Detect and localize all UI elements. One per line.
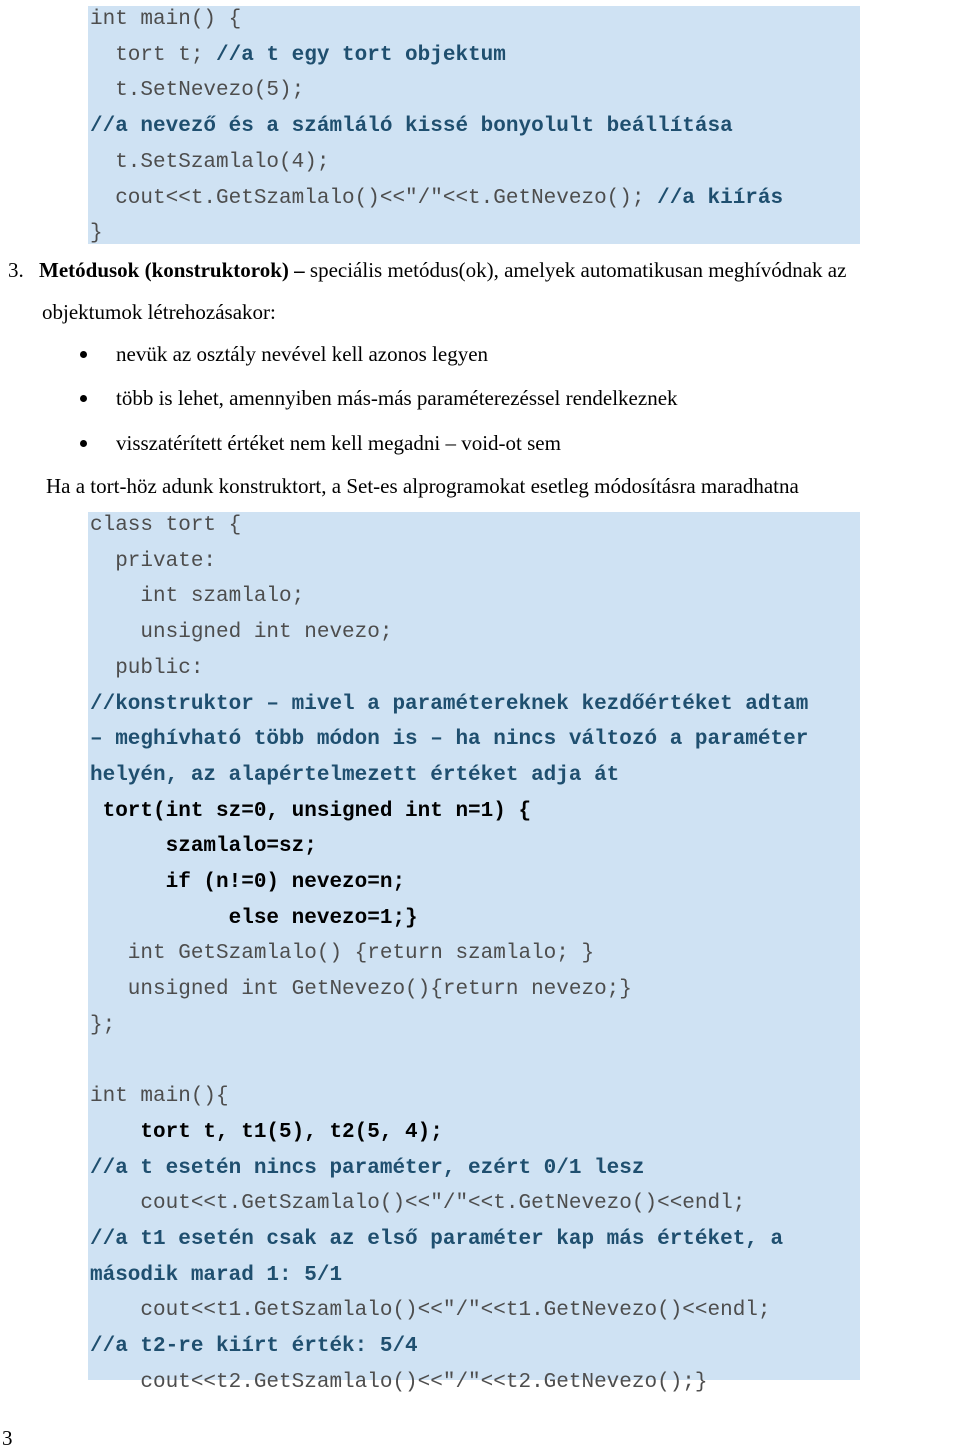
- code-line: int GetSzamlalo() {return szamlalo; }: [90, 942, 595, 966]
- section-number: 3.: [8, 258, 24, 282]
- code-block-main-1-text: [90, 2, 783, 252]
- section-note: Ha a tort-höz adunk konstruktort, a Set-es alprogramokat esetleg módosításra maradhatna: [46, 474, 799, 498]
- code-line: tort t; //a t egy tort objektum: [90, 43, 506, 67]
- code-line: t.SetSzamlalo(4);: [90, 150, 330, 174]
- code-line: }: [90, 222, 103, 246]
- code-comment: //konstruktor – mivel a paramétereknek kezdőértéket adtam: [90, 692, 809, 716]
- code-line: public:: [90, 656, 204, 680]
- code-line: int main() {: [90, 8, 242, 31]
- code-line: tort t, t1(5), t2(5, 4);: [90, 1120, 443, 1144]
- page-number: 3: [2, 1426, 13, 1450]
- code-line: cout<<t.GetSzamlalo()<<"/"<<t.GetNevezo(); //a kiírás: [90, 186, 784, 210]
- code-line: tort(int sz=0, unsigned int n=1) {: [90, 799, 532, 823]
- code-line: t.SetNevezo(5);: [90, 79, 305, 103]
- code-line: cout<<t1.GetSzamlalo()<<"/"<<t1.GetNevezo()<<endl;: [90, 1299, 771, 1323]
- code-comment: második marad 1: 5/1: [90, 1263, 343, 1287]
- code-comment: – meghívható több módon is – ha nincs változó a paraméter: [90, 728, 809, 752]
- code-line: unsigned int GetNevezo(){return nevezo;}: [90, 978, 632, 1002]
- section-heading-line: [8, 258, 846, 283]
- bullet-icon: [80, 351, 87, 358]
- code-block-class-text: [90, 508, 808, 1401]
- bullet-item: nevük az osztály nevével kell azonos legyen: [116, 342, 489, 366]
- code-comment: helyén, az alapértelmezett értéket adja át: [90, 763, 620, 787]
- code-line: int szamlalo;: [90, 585, 305, 609]
- section-intro-line2: objektumok létrehozásakor:: [42, 300, 276, 324]
- code-line: private:: [90, 549, 217, 573]
- bullet-item: több is lehet, amennyiben más-más paraméterezéssel rendelkeznek: [116, 386, 678, 410]
- code-comment: //a t1 esetén csak az első paraméter kap más értéket, a: [90, 1228, 784, 1252]
- bullet-icon: [80, 440, 87, 447]
- bullet-icon: [80, 395, 87, 402]
- code-line: if (n!=0) nevezo=n;: [90, 871, 406, 895]
- code-line: };: [90, 1013, 116, 1037]
- code-line: class tort {: [90, 514, 242, 537]
- section-intro: speciális metódus(ok), amelyek automatikusan meghívódnak az: [304, 258, 847, 282]
- code-line: szamlalo=sz;: [90, 835, 317, 859]
- bullet-item: visszatérített értéket nem kell megadni – void-ot sem: [116, 431, 561, 455]
- code-comment: //a nevező és a számláló kissé bonyolult beállítása: [90, 115, 733, 139]
- code-line: else nevezo=1;}: [90, 906, 418, 930]
- code-comment: //a t2-re kiírt érték: 5/4: [90, 1335, 418, 1359]
- code-comment: //a t esetén nincs paraméter, ezért 0/1 lesz: [90, 1156, 645, 1180]
- section-heading: Metódusok (konstruktorok) –: [39, 258, 305, 282]
- code-line: cout<<t.GetSzamlalo()<<"/"<<t.GetNevezo()<<endl;: [90, 1192, 746, 1216]
- code-line: unsigned int nevezo;: [90, 621, 393, 645]
- code-line: cout<<t2.GetSzamlalo()<<"/"<<t2.GetNevezo();}: [90, 1370, 708, 1394]
- code-line: int main(){: [90, 1085, 229, 1109]
